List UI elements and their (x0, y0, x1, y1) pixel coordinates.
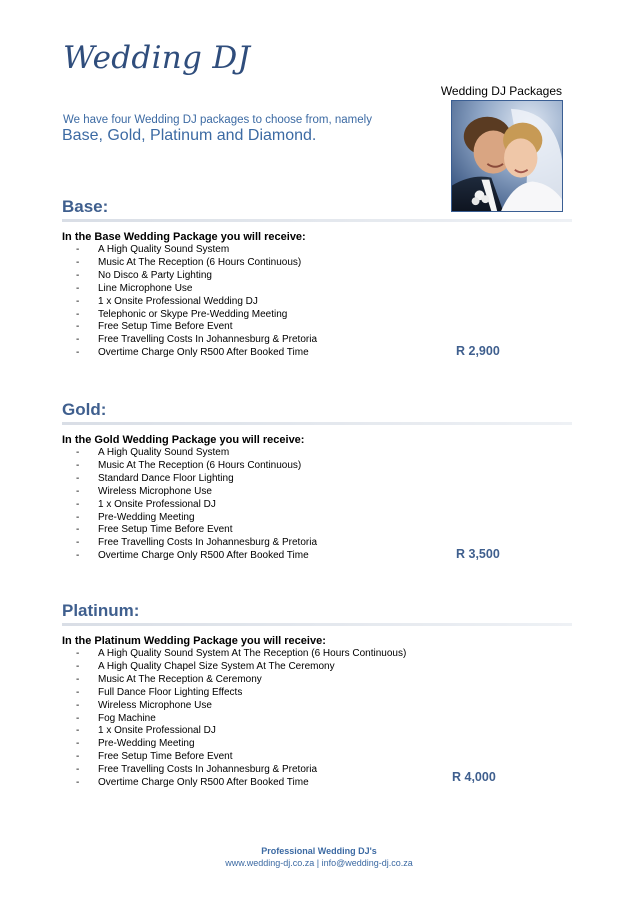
list-bullet: - (76, 648, 80, 659)
list-item (62, 648, 572, 661)
list-item-text: Pre-Wedding Meeting (98, 511, 195, 523)
list-item-text: Overtime Charge Only R500 After Booked Time (98, 777, 309, 789)
list-item (62, 751, 572, 764)
package-section-base (62, 197, 572, 360)
list-bullet: - (76, 459, 80, 471)
wedding-couple-illustration (452, 101, 562, 211)
list-bullet: - (76, 686, 80, 698)
list-item (62, 270, 572, 283)
list-item-text: Music At The Reception (6 Hours Continuous) (98, 459, 302, 471)
list-item-text: No Disco & Party Lighting (98, 269, 212, 281)
section-lead: In the Gold Wedding Package you will receive: (62, 434, 305, 446)
list-bullet: - (76, 256, 80, 268)
list-bullet: - (76, 244, 80, 255)
section-heading: Base: (62, 197, 109, 216)
list-item (62, 244, 572, 257)
list-item (62, 687, 572, 700)
list-bullet: - (76, 660, 80, 672)
list-bullet: - (76, 699, 80, 711)
list-item-text: A High Quality Sound System (98, 244, 230, 255)
list-item-text: Free Setup Time Before Event (98, 751, 233, 763)
list-item-text: Wireless Microphone Use (98, 485, 212, 497)
list-bullet: - (76, 550, 80, 562)
list-item-text: Music At The Reception & Ceremony (98, 673, 262, 685)
list-bullet: - (76, 269, 80, 281)
list-item-text: Free Setup Time Before Event (98, 321, 233, 333)
list-item-text: Music At The Reception (6 Hours Continuous) (98, 256, 302, 268)
list-item (62, 486, 572, 499)
list-item-text: 1 x Onsite Professional DJ (98, 498, 216, 510)
page-footer (0, 845, 638, 869)
package-section-platinum (62, 601, 572, 790)
list-item (62, 738, 572, 751)
list-item-text: Standard Dance Floor Lighting (98, 472, 234, 484)
list-item (62, 473, 572, 486)
list-bullet: - (76, 308, 80, 320)
list-item-text: Line Microphone Use (98, 282, 193, 294)
package-item-list (62, 648, 572, 790)
package-price-gold: R 3,500 (456, 547, 500, 561)
list-item-text: A High Quality Sound System (98, 447, 230, 458)
list-item-text: 1 x Onsite Professional Wedding DJ (98, 295, 258, 307)
list-bullet: - (76, 673, 80, 685)
list-item-text: Free Travelling Costs In Johannesburg & Pretoria (98, 764, 317, 776)
list-bullet: - (76, 334, 80, 346)
list-item (62, 524, 572, 537)
list-item (62, 512, 572, 525)
section-lead: In the Base Wedding Package you will receive: (62, 231, 306, 243)
list-bullet: - (76, 764, 80, 776)
list-item-text: Overtime Charge Only R500 After Booked Time (98, 347, 309, 359)
list-bullet: - (76, 498, 80, 510)
section-heading: Gold: (62, 400, 107, 419)
list-item (62, 257, 572, 270)
list-item-text: Free Travelling Costs In Johannesburg & Pretoria (98, 334, 317, 346)
list-bullet: - (76, 447, 80, 458)
section-divider (62, 219, 572, 222)
list-item (62, 674, 572, 687)
list-item (62, 661, 572, 674)
footer-contact: www.wedding-dj.co.za | info@wedding-dj.co.za (225, 858, 413, 868)
list-bullet: - (76, 485, 80, 497)
package-price-base: R 2,900 (456, 344, 500, 358)
list-bullet: - (76, 347, 80, 359)
list-bullet: - (76, 524, 80, 536)
footer-title: Professional Wedding DJ's (261, 846, 377, 856)
list-item (62, 447, 572, 460)
section-divider (62, 422, 572, 425)
list-item (62, 713, 572, 726)
list-bullet: - (76, 282, 80, 294)
list-bullet: - (76, 725, 80, 737)
package-item-list (62, 447, 572, 563)
package-section-gold (62, 400, 572, 563)
package-price-platinum: R 4,000 (452, 770, 496, 784)
list-item-text: Free Travelling Costs In Johannesburg & Pretoria (98, 537, 317, 549)
intro-text: We have four Wedding DJ packages to choose from, namely (63, 114, 372, 126)
list-bullet: - (76, 537, 80, 549)
package-item-list (62, 244, 572, 360)
list-item-text: Telephonic or Skype Pre-Wedding Meeting (98, 308, 288, 320)
list-item-text: Overtime Charge Only R500 After Booked Time (98, 550, 309, 562)
section-lead: In the Platinum Wedding Package you will receive: (62, 635, 326, 647)
section-heading: Platinum: (62, 601, 140, 620)
list-item-text: 1 x Onsite Professional DJ (98, 725, 216, 737)
list-bullet: - (76, 738, 80, 750)
list-item-text: A High Quality Chapel Size System At The Ceremony (98, 660, 335, 672)
list-bullet: - (76, 511, 80, 523)
photo-caption: Wedding DJ Packages (440, 84, 562, 98)
list-item (62, 725, 572, 738)
list-bullet: - (76, 777, 80, 789)
wedding-couple-photo (451, 100, 563, 212)
list-item-text: Pre-Wedding Meeting (98, 738, 195, 750)
list-bullet: - (76, 751, 80, 763)
list-item-text: Wireless Microphone Use (98, 699, 212, 711)
list-item (62, 283, 572, 296)
list-item-text: Full Dance Floor Lighting Effects (98, 686, 243, 698)
list-item-text: Free Setup Time Before Event (98, 524, 233, 536)
list-bullet: - (76, 472, 80, 484)
list-item-text: A High Quality Sound System At The Reception (6 Hours Continuous) (98, 648, 407, 659)
list-item (62, 460, 572, 473)
section-divider (62, 623, 572, 626)
list-bullet: - (76, 712, 80, 724)
list-item (62, 700, 572, 713)
list-bullet: - (76, 295, 80, 307)
list-item (62, 296, 572, 309)
intro-package-names: Base, Gold, Platinum and Diamond. (62, 127, 317, 144)
list-item (62, 499, 572, 512)
list-item (62, 321, 572, 334)
document-title: Wedding DJ (63, 40, 251, 76)
list-item (62, 309, 572, 322)
list-bullet: - (76, 321, 80, 333)
list-item-text: Fog Machine (98, 712, 156, 724)
